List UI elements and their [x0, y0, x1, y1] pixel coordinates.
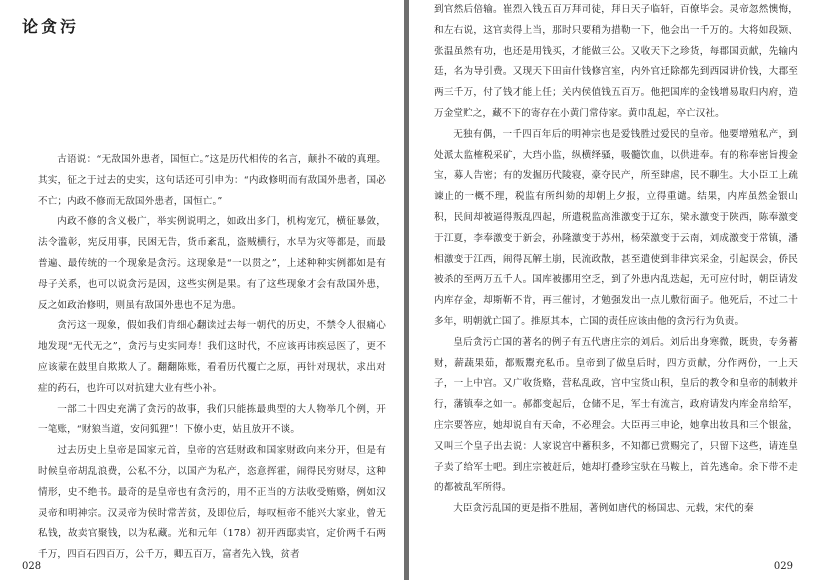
paragraph: 古语说：“无敌国外患者，国恒亡。”这是历代相传的名言，颠扑不破的真理。其实，征之于过去的史实，这句话还可引申为：“内政修明而有敌国外患者，国必不亡；内政不修而无敌国外患者，国恒亡。”: [38, 154, 386, 207]
chapter-title: 论贪污: [22, 17, 80, 36]
paragraph: 大臣贪污乱国的更是指不胜屈，著例如唐代的杨国忠、元载，宋代的秦: [453, 503, 754, 515]
page-number: 029: [773, 561, 793, 572]
paragraph: 一部二十四史充满了贪污的故事，我们只能拣最典型的大人物举几个例，开一笔账，“财狼当道，安问狐狸”！下僚小吏，姑且放开不谈。: [38, 403, 386, 436]
left-page-body: [38, 150, 386, 566]
right-page: [409, 0, 813, 580]
paragraph: 皇后贪污亡国的著名的例子有五代唐庄宗的刘后。刘后出身寒微，既贵，专务蓄财，薪蔬果茹，都贩鬻充私币。皇帝到了做皇后时，四方贡献，分作两份，一上天子，一上中宫。又广收货赂，营私乱政，宫中宝货山积，皇后的教令和皇帝的制敕并行，藩镇奉之如一。郝都变起后，仓储不足，军士有流言，政府请发内库金帛给军，庄宗要答应，她却说自有天命，不必理会。大臣再三申论，她拿出妆具和三个银盆，又叫三个皇子出去说：人家说宫中蓄积多，不知都已赏赐完了，只留下这些，请连皇子卖了给军士吧。到庄宗被赶后，她却打叠珍宝驮在马鞍上，首先逃命。余下带不走的都被乱军所得。: [434, 336, 798, 494]
page-number: 028: [22, 561, 42, 572]
left-page: [0, 0, 404, 580]
paragraph: 内政不修的含义极广，举实例说明之，如政出多门，机构宠冗，横征暴敛，法令滥彰，宪反用事，民困无告，货币紊乱，盗贼横行，水旱为灾等都是，而最普遍、最传统的一个现象是贪污。这现象是“一以贯之”，上述种种实例都如是有母子关系，也可以说贪污是因，这些实例是果。有了这些现象才会有敌国外患，反之如政治修明，则虽有敌国外患也不足为患。: [38, 216, 386, 311]
paragraph: 到官然后倍输。崔烈入钱五百万拜司徒，拜日天子临轩，百僚毕会。灵帝忽然懊悔，和左右说，这官卖得上当，那时只要稍为措勒一下，他会出一千万的。大将如段颎、张温虽然有功，也还是用钱买，才能做三公。又收天下之珍货，每郡国贡献，先输内廷，名为导引费。又现天下田亩什钱修宫室，内外官迁除都先到西园讲价钱，大郡至两三千万，付了钱才能上任；关内侯值钱五百万。他把国库的金钱增易取归内府，造万金堂贮之，藏不下的寄存在小黄门常侍家。黄巾乱起，卒亡汉社。: [434, 4, 798, 119]
right-page-body: [434, 0, 798, 520]
paragraph: 无独有偶，一千四百年后的明神宗也是爱钱胜过爱民的皇帝。他要增殖私产，到处派太监榷税采矿，大珰小监，纵横绎骚，吸髓饮血，以供进奉。有的称奉密旨搜金宝，募人告密；有的发掘历代陵寝，豪夺民产，所至肆虐，民不聊生。大小臣工上疏谏止的一概不理，税监有所纠劾的却朝上夕报，立得重谴。结果，内库虽然金银山积，民间却被逼得叛乱四起，所遣税监高淮激变于辽东，梁永激变于陕西，陈奉激变于江夏，李奉激变于新会，孙隆激变于苏州，杨荣激变于云南，刘成激变于常镇，潘相激变于江西，闹得瓦解土崩，民流政散，甚至遣使到非律宾采金，引起误会，侨民被杀的至两万五千人。国库被挪用空乏，到了外患内乱迭起，无可应付时，朝臣请发内库存金，却斯靳不肯，再三催讨，才勉强发出一点儿敷衍面子。他死后，不过二十多年，明朝就亡国了。推原其本，亡国的责任应该由他的贪污行为负责。: [434, 128, 798, 327]
paragraph: 贪污这一现象，假如我们肯细心翻读过去每一朝代的历史，不禁令人很痛心地发现“无代无之”，贪污与史实同寿！我们这时代，不应该再讳疾忌医了，更不应该蒙在鼓里自欺欺人了。翻翻陈账，看看历代覆亡之原，再针对现状，求出对症的药石，也许可以对抗建大业有些小补。: [38, 320, 386, 394]
paragraph: 过去历史上皇帝是国家元首，皇帝的宫廷财政和国家财政向来分开，但是有时候皇帝胡乱浪费，公私不分，以国产为私产，恣意挥霍，闹得民穷财尽，这种情形，史不绝书。最奇的是皇帝也有贪污的，用不正当的方法收受贿赂，例如汉灵帝和明神宗。汉灵帝为侯时常苦贫，及即位后，每叹桓帝不能兴大家业，曾无私钱，故卖官聚钱，以为私藏。光和元年（178）初开西邸卖官，定价两千石两千万，四百石四百万，公千万，卿五百万，富者先入钱，贫者: [38, 445, 386, 561]
